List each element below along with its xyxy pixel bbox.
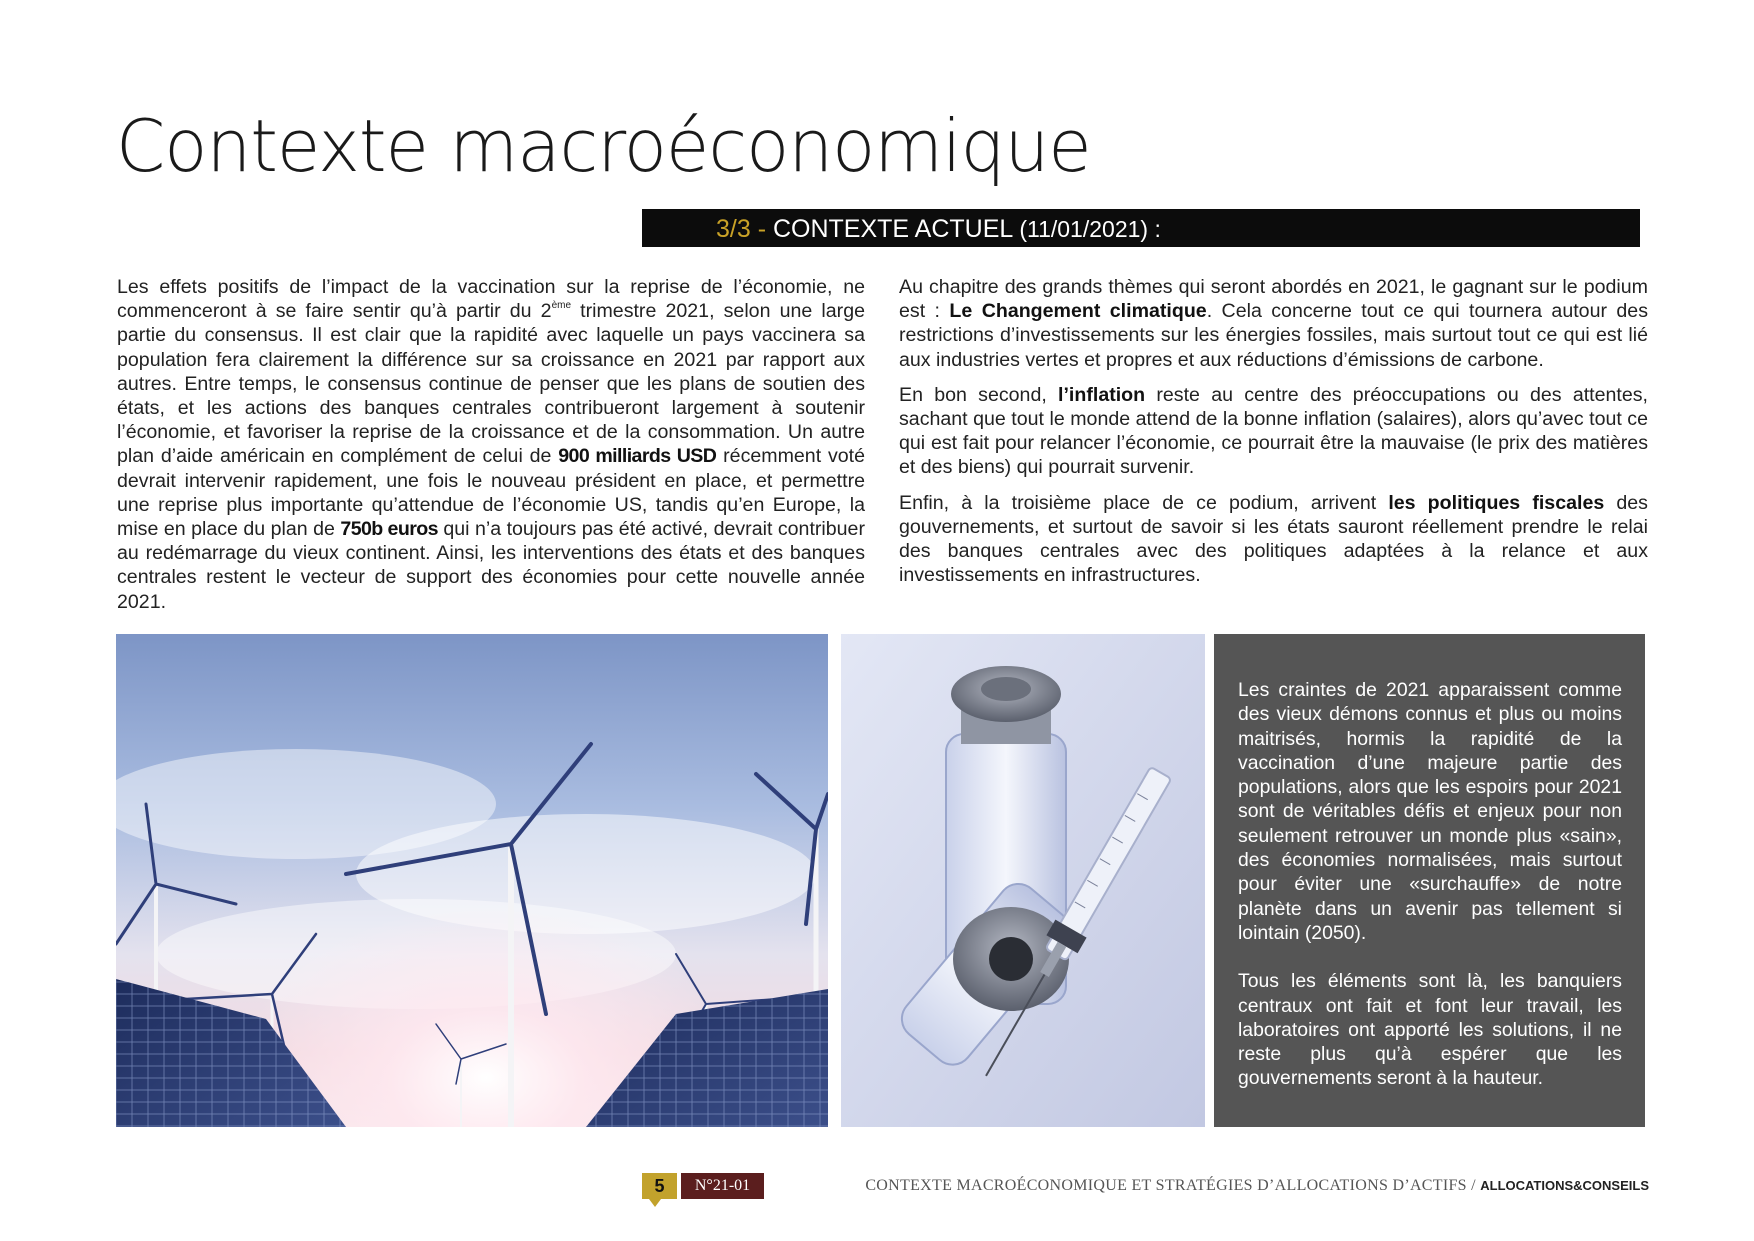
left-text-column — [117, 275, 865, 625]
running-title: CONTEXTE MACROÉCONOMIQUE ET STRATÉGIES D’ALLOCATIONS D’ACTIFS / ALLOCATIONS&CONSEILS — [865, 1177, 1649, 1194]
page-title: Contexte macroéconomique — [116, 104, 1091, 188]
vaccine-image — [841, 634, 1205, 1127]
vaccine-illustration — [841, 634, 1205, 1127]
quote-paragraph: Les craintes de 2021 apparaissent comme des vieux démons connus et plus ou moins maitrisés, hormis la rapidité de la vaccination d’une majeure partie des populations, alors que les espoirs pour 2021 sont de véritables défis et enjeux pour non seulement retrouver un monde plus «sain», des économies normalisées, mais surtout pour éviter une «surchauffe» de notre planète dans un avenir pas tellement si lointain (2050). — [1238, 679, 1622, 944]
right-paragraph-inflation: En bon second, l’inflation reste au centre des préoccupations ou des attentes, sachant que tout le monde attend de la bonne inflation (salaires), alors qu’avec tout ce qui est fait pour relancer l’économie, ce pourrait être la mauvaise (le prix des matières et des biens) qui pourrait survenir. — [899, 383, 1648, 479]
quote-paragraph: Tous les éléments sont là, les banquiers centraux ont fait et font leur travail, les laboratoires ont apporté les solutions, il ne reste plus qu’à espérer que les gouvernements seront à la hauteur. — [1238, 970, 1622, 1090]
section-date: (11/01/2021) : — [1019, 216, 1161, 242]
right-paragraph-climate: Au chapitre des grands thèmes qui seront abordés en 2021, le gagnant sur le podium est : Le Changement climatique. Cela concerne tout ce qui tournera autour des restrictions d’investissements sur les énergies fossiles, mais surtout tout ce qui est lié aux industries vertes et propres et aux réductions d’émissions de carbone. — [899, 276, 1648, 371]
section-label: CONTEXTE ACTUEL — [772, 215, 1013, 243]
highlight-inflation: l’inflation — [1058, 383, 1146, 406]
wind-turbines-image — [116, 634, 828, 1127]
right-text-column — [899, 275, 1648, 598]
quote-box — [1214, 634, 1645, 1127]
wind-turbines-illustration — [116, 634, 828, 1127]
brand-name: ALLOCATIONS&CONSEILS — [1480, 1178, 1649, 1193]
highlight-fiscal: les politiques fiscales — [1388, 491, 1605, 514]
section-number: 3/3 - — [716, 215, 767, 243]
left-paragraph: Les effets positifs de l’impact de la vaccination sur la reprise de l’économie, ne commenceront à se faire sentir qu’à partir du 2ème trimestre 2021, selon une large partie du consensus. Il est clair que la rapidité avec laquelle un pays vaccinera sa population fera clairement la différence sur sa croissance en 2021 par rapport aux autres. Entre temps, le consensus continue de penser que les plans de soutien des états, et les actions des banques centrales contribueront largement à soutenir l’économie, et favoriser la reprise de la croissance et de la consommation. Un autre plan d’aide américain en complément de celui de 900 milliards USD récemment voté devrait intervenir rapidement, une fois le nouveau président en place, et permettre une reprise plus importante qu’attendue de l’économie US, tandis qu’en Europe, la mise en place du plan de 750b euros qui n’a toujours pas été activé, devrait contribuer au redémarrage du vieux continent. Ainsi, les interventions des états et des banques centrales restent le vecteur de support des économies pour cette nouvelle année 2021. — [117, 276, 865, 613]
highlight-750b-euros: 750b euros — [340, 518, 438, 541]
highlight-climate: Le Changement climatique — [949, 300, 1207, 323]
section-header-bar — [642, 209, 1640, 247]
page-number-pointer — [649, 1199, 661, 1207]
right-paragraph-fiscal: Enfin, à la troisième place de ce podium, arrivent les politiques fiscales des gouvernements, et surtout de savoir si les états sauront réellement prendre le relai des banques centrales avec des politiques adaptées à la relance et aux investissements en infrastructures. — [899, 491, 1648, 587]
highlight-900-milliards: 900 milliards USD — [558, 445, 717, 468]
issue-number: N°21-01 — [681, 1173, 764, 1199]
page-number: 5 — [642, 1173, 677, 1199]
